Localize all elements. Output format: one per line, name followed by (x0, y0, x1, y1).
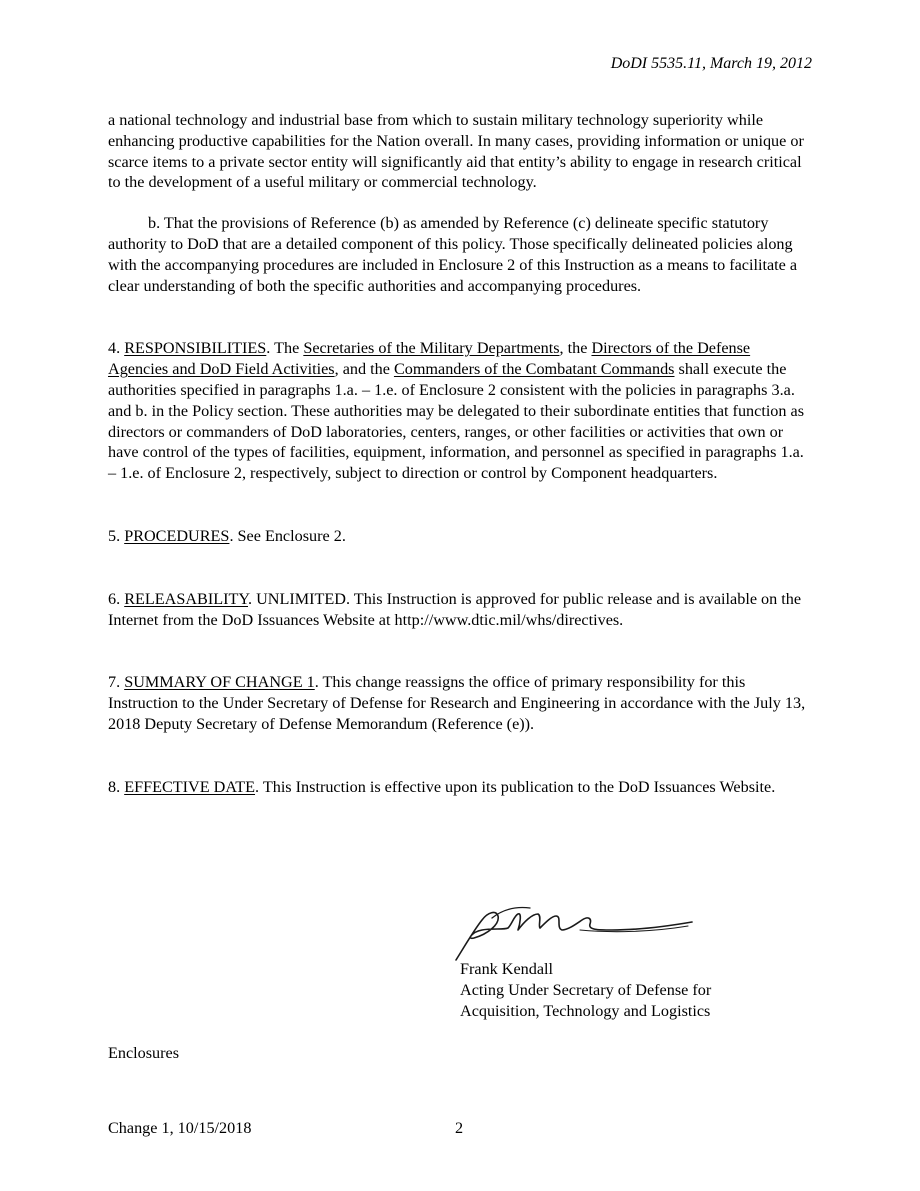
section-procedures: 5. PROCEDURES. See Enclosure 2. (108, 526, 346, 545)
link-secretaries-military-departments[interactable]: Secretaries of the Military Departments (303, 339, 560, 358)
section-number: 7. (108, 673, 125, 692)
section-heading: RELEASABILITY (124, 589, 248, 608)
section-number: 5. (108, 526, 125, 545)
footer-change-date: Change 1, 10/15/2018 (108, 1119, 252, 1137)
section-heading: SUMMARY OF CHANGE 1 (124, 673, 315, 692)
signer-title-line-2: Acquisition, Technology and Logistics (460, 1001, 711, 1020)
handwritten-signature (452, 900, 697, 966)
section-effective-date: 8. EFFECTIVE DATE. This Instruction is effective upon its publication to the DoD Issuances Website. (108, 777, 776, 796)
signature-block (460, 959, 711, 1021)
paragraph-3b: b. That the provisions of Reference (b) as amended by Reference (c) delineate specific statutory authority to DoD that are a detailed component of this policy. Those specifically delineated policies along with the accompanying procedures are included in Enclosure 2 of this Instruction as a means to facilitate a clear understanding of both the specific authorities and accompanying procedures. (108, 214, 798, 295)
document-body (108, 110, 813, 798)
section-number: 6. (108, 589, 125, 608)
link-directors-defense-agencies[interactable]: Directors of the Defense Agencies and DoD Field Activities (108, 339, 751, 379)
section-number: 4. (108, 339, 125, 358)
link-commanders-combatant-commands[interactable]: Commanders of the Combatant Commands (393, 360, 675, 379)
section-heading: RESPONSIBILITIES (124, 339, 267, 358)
section-number: 8. (108, 777, 125, 796)
section-heading: PROCEDURES (124, 526, 230, 545)
section-releasability: 6. RELEASABILITY. UNLIMITED. This Instruction is approved for public release and is available on the Internet from the DoD Issuances Website at http://www.dtic.mil/whs/directives. (108, 589, 802, 629)
section-responsibilities: 4. RESPONSIBILITIES. The Secretaries of the Military Departments, the Directors of the Defense Agencies and DoD Field Activities, and the Commanders of the Combatant Commands shall execute the authorities specified in paragraphs 1.a. – 1.e. of Enclosure 2 consistent with the policies in paragraphs 3.a. and b. in the Policy section. These authorities may be delegated to their subordinate entities that function as directors or commanders of DoD laboratories, centers, ranges, or other facilities or activities that own or have control of the types of facilities, equipment, information, and personnel as specified in paragraphs 1.a. – 1.e. of Enclosure 2, respectively, subject to direction or control by Component headquarters. (108, 339, 805, 483)
document-reference-header: DoDI 5535.11, March 19, 2012 (610, 55, 812, 72)
footer-page-number: 2 (455, 1119, 464, 1137)
signer-title-line-1: Acting Under Secretary of Defense for (460, 980, 712, 999)
paragraph-continuation: a national technology and industrial base from which to sustain military technology superiority while enhancing productive capabilities for the Nation overall. In many cases, providing information or unique or scarce items to a private sector entity will significantly aid that entity’s ability to engage in research critical to the development of a useful military or commercial technology. (108, 111, 804, 192)
section-summary-of-change: 7. SUMMARY OF CHANGE 1. This change reassigns the office of primary responsibility for this Instruction to the Under Secretary of Defense for Research and Engineering in accordance with the July 13, 2018 Deputy Secretary of Defense Memorandum (Reference (e)). (108, 673, 806, 733)
section-heading: EFFECTIVE DATE (124, 777, 256, 796)
signer-name: Frank Kendall (460, 960, 554, 978)
enclosures-label: Enclosures (108, 1044, 180, 1062)
